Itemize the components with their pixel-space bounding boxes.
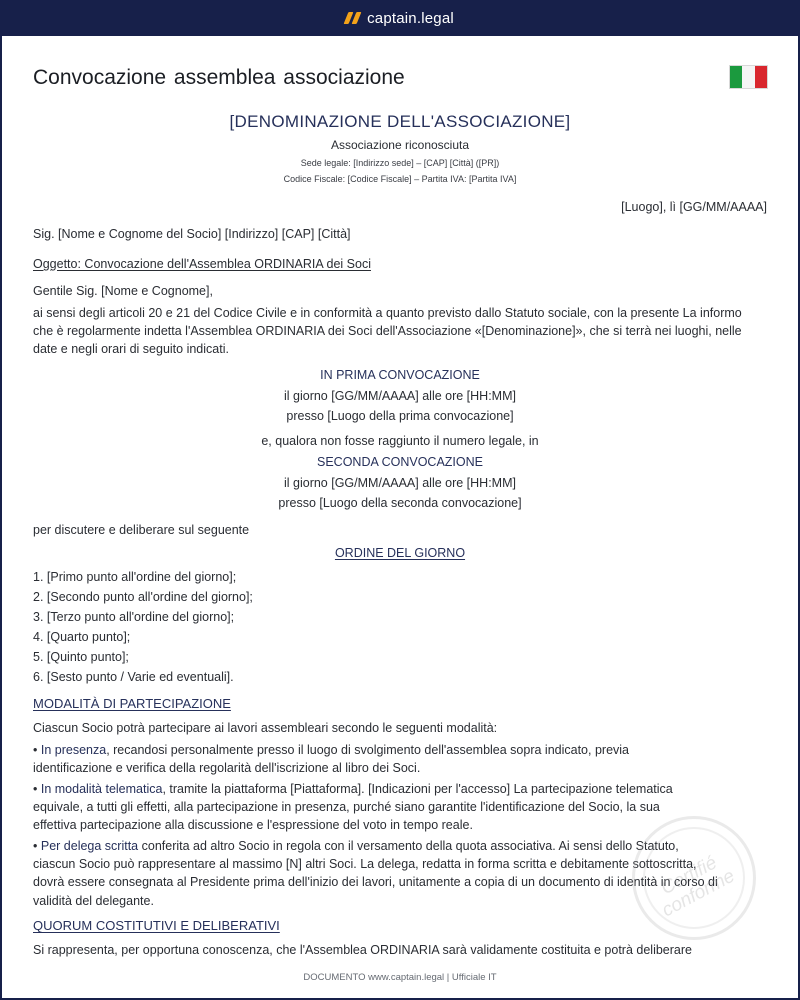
recipient: Sig. [Nome e Cognome del Socio] [Indirizzo] [CAP] [Città]	[33, 227, 351, 241]
item-lead: Per delega scritta	[40, 839, 139, 853]
top-bar	[0, 0, 800, 36]
quorum-text: Si rappresenta, per opportuna conoscenza, che l'Assemblea ORDINARIA sarà validamente costituita e potrà deliberare	[33, 943, 692, 957]
discuss-text: per discutere e deliberare sul seguente	[33, 523, 250, 537]
second-call-when: il giorno [GG/MM/AAAA] alle ore [HH:MM]	[283, 476, 516, 490]
brand-name[interactable]: captain.legal	[367, 9, 454, 27]
association-name: [DENOMINAZIONE DELL'ASSOCIAZIONE]	[229, 112, 571, 131]
participation-heading: MODALITÀ DI PARTECIPAZIONE	[33, 696, 231, 711]
italian-flag-icon	[729, 65, 768, 89]
participation-intro: Ciascun Socio potrà partecipare ai lavori assembleari secondo le seguenti modalità:	[33, 721, 498, 735]
page-footer: DOCUMENTO www.captain.legal | Ufficiale IT	[303, 972, 497, 983]
captain-legal-logo-icon	[344, 12, 362, 24]
subject-line: Oggetto: Convocazione dell'Assemblea ORDINARIA dei Soci	[33, 257, 371, 271]
certified-stamp-watermark	[632, 816, 756, 940]
stamp-text: Certifié conforme	[657, 852, 739, 922]
item-lead: In modalità telematica	[40, 782, 163, 796]
first-call-when: il giorno [GG/MM/AAAA] alle ore [HH:MM]	[283, 389, 516, 403]
first-call-heading: IN PRIMA CONVOCAZIONE	[320, 368, 480, 382]
second-call-where: presso [Luogo della seconda convocazione]	[278, 496, 522, 510]
quorum-heading: QUORUM COSTITUTIVI E DELIBERATIVI	[33, 918, 280, 933]
participation-item-presence: • In presenza, recandosi personalmente presso il luogo di svolgimento dell'assemblea sopra indicato, previa identificazione e verifica della regolarità dell'iscrizione al libro dei Soci.	[33, 743, 630, 776]
agenda-item: 1. [Primo punto all'ordine del giorno];	[33, 570, 237, 584]
first-call-where: presso [Luogo della prima convocazione]	[286, 409, 514, 423]
document-page	[0, 36, 800, 1000]
page-title: Convocazione assemblea associazione	[33, 66, 405, 89]
agenda-item: 6. [Sesto punto / Varie ed eventuali].	[33, 670, 234, 684]
agenda-item: 4. [Quarto punto];	[33, 630, 131, 644]
association-tax-ids: Codice Fiscale: [Codice Fiscale] – Partita IVA: [Partita IVA]	[283, 174, 517, 184]
participation-item-remote: • In modalità telematica, tramite la piattaforma [Piattaforma]. [Indicazioni per l'accesso] La partecipazione telematica equivale, a tutti gli effetti, alla partecipazione in presenza, purché siano garantite l'identificazione del Socio, la sua effettiva partecipazione alla discussione e l'espressione del voto in tempo reale.	[33, 782, 673, 833]
agenda-item: 2. [Secondo punto all'ordine del giorno];	[33, 590, 253, 604]
item-lead: In presenza	[40, 743, 107, 757]
agenda-item: 3. [Terzo punto all'ordine del giorno];	[33, 610, 235, 624]
item-text: , recandosi personalmente presso il luogo di svolgimento dell'assemblea sopra indicato, previa identificazione e verifica della regolarità dell'iscrizione al libro dei Soci.	[33, 743, 630, 776]
place-date: [Luogo], lì [GG/MM/AAAA]	[621, 200, 767, 214]
association-type: Associazione riconosciuta	[330, 138, 470, 152]
fallback-text: e, qualora non fosse raggiunto il numero legale, in	[261, 434, 539, 448]
association-address: Sede legale: [Indirizzo sede] – [CAP] [Città] ([PR])	[300, 158, 500, 168]
intro-paragraph: ai sensi degli articoli 20 e 21 del Codice Civile e in conformità a quanto previsto dallo Statuto sociale, con la presente La informo che è regolarmente indetta l'Assemblea ORDINARIA dei Soci dell'Associazione «[Denominazione]», che si terrà nei luoghi, nelle date e negli orari di seguito indicati.	[33, 306, 742, 357]
second-call-heading: SECONDA CONVOCAZIONE	[317, 455, 483, 469]
greeting: Gentile Sig. [Nome e Cognome],	[33, 284, 213, 298]
agenda-heading: ORDINE DEL GIORNO	[334, 546, 466, 560]
participation-item-proxy: • Per delega scritta conferita ad altro Socio in regola con il versamento della quota associativa. Ai sensi dello Statuto, ciascun Socio può rappresentare al massimo [N] altri Soci. La delega, redatta in forma scritta e debitamente sottoscritta, dovrà essere consegnata al Presidente prima dell'inizio dei lavori, unitamente a copia di un documento di identità in corso di validità del delegante.	[33, 839, 718, 908]
item-text: , tramite la piattaforma [Piattaforma]. [Indicazioni per l'accesso] La partecipazione telematica equivale, a tutti gli effetti, alla partecipazione in presenza, purché siano garantite l'identificazione del Socio, la sua effettiva partecipazione alla discussione e l'espressione del voto in tempo reale.	[33, 782, 673, 833]
agenda-item: 5. [Quinto punto];	[33, 650, 129, 664]
item-text: conferita ad altro Socio in regola con il versamento della quota associativa. Ai sensi dello Statuto, ciascun Socio può rappresentare al massimo [N] altri Soci. La delega, redatta in forma scritta e debitamente sottoscritta, dovrà essere consegnata al Presidente prima dell'inizio dei lavori, unitamente a copia di un documento di identità in corso di validità del delegante.	[33, 839, 718, 908]
